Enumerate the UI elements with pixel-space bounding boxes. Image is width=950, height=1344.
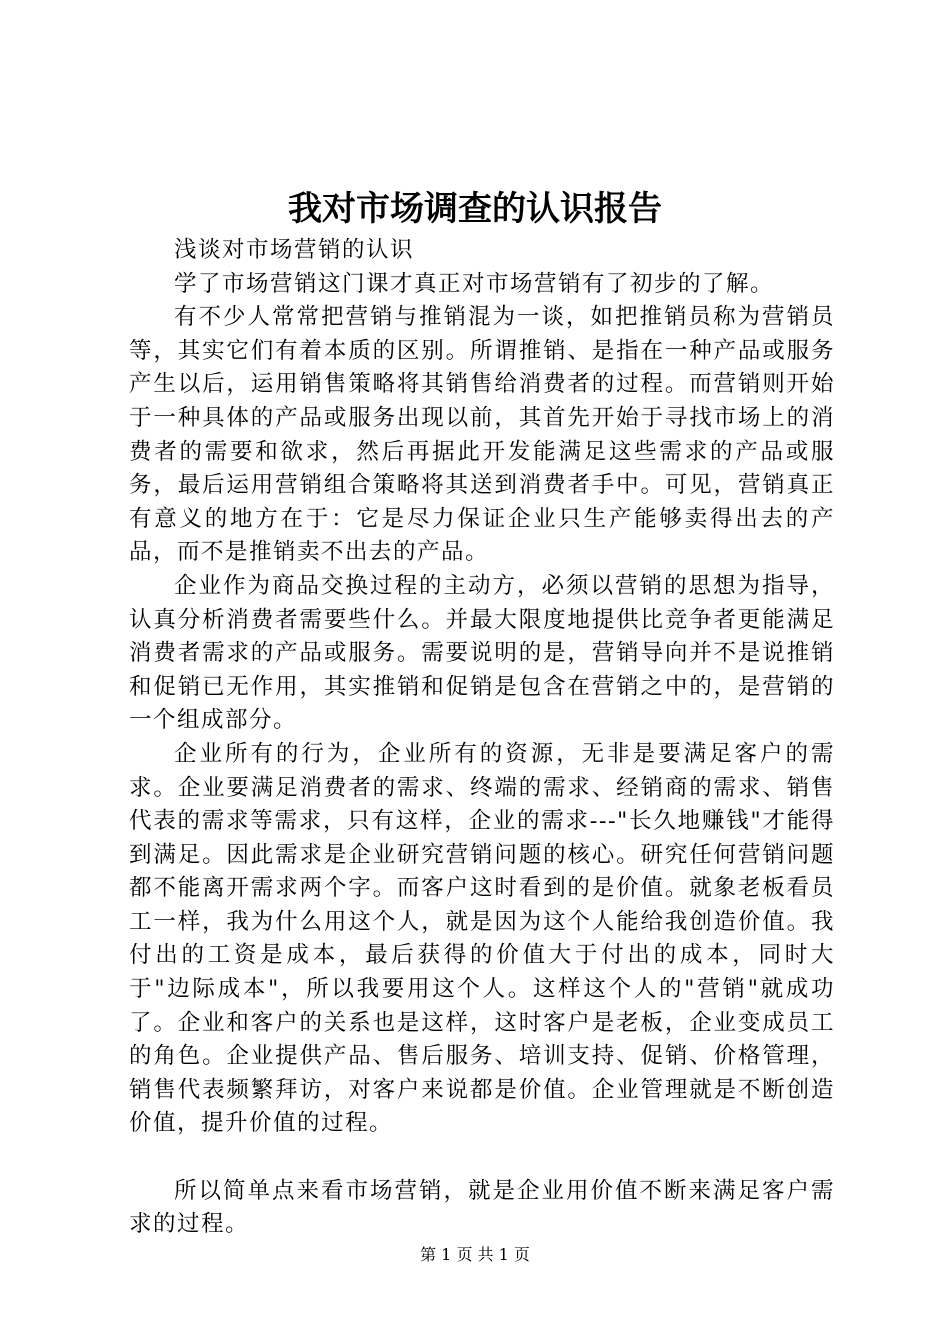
paragraph-intro: 学了市场营销这门课才真正对市场营销有了初步的了解。 [174, 270, 775, 297]
paragraph-customer-needs: 企业所有的行为，企业所有的资源，无非是要满足客户的需求。企业要满足消费者的需求、终端的需求、经销商的需求、销售代表的需求等需求，只有这样，企业的需求---"长久地赚钱"才能得到满足。因此需求是企业研究营销问题的核心。研究任何营销问题都不能离开需求两个字。而客户这时看到的是价值。就象老板看员工一样，我为什么用这个人，就是因为这个人能给我创造价值。我付出的工资是成本，最后获得的价值大于付出的成本，同时大于"边际成本"，所以我要用这个人。这样这个人的"营销"就成功了。企业和客户的关系也是这样，这时客户是老板，企业变成员工的角色。企业提供产品、售后服务、培训支持、促销、价格管理，销售代表频繁拜访，对客户来说都是价值。企业管理就是不断创造价值，提升价值的过程。 [129, 740, 835, 1137]
document-body [129, 234, 835, 1242]
document-title: 我对市场调查的认识报告 [288, 189, 662, 229]
paragraph-enterprise-role: 企业作为商品交换过程的主动方，必须以营销的思想为指导，认真分析消费者需要些什么。并最大限度地提供比竞争者更能满足消费者需求的产品或服务。需要说明的是，营销导向并不是说推销和促销已无作用，其实推销和促销是包含在营销之中的，是营销的一个组成部分。 [129, 572, 835, 734]
paragraph-marketing-vs-selling: 有不少人常常把营销与推销混为一谈，如把推销员称为营销员等，其实它们有着本质的区别。所谓推销、是指在一种产品或服务产生以后，运用销售策略将其销售给消费者的过程。而营销则开始于一种具体的产品或服务出现以前，其首先开始于寻找市场上的消费者的需要和欲求，然后再据此开发能满足这些需求的产品或服务，最后运用营销组合策略将其送到消费者手中。可见，营销真正有意义的地方在于：它是尽力保证企业只生产能够卖得出去的产品，而不是推销卖不出去的产品。 [129, 304, 835, 566]
paragraph-subtitle: 浅谈对市场营销的认识 [174, 237, 415, 263]
paragraph-conclusion: 所以简单点来看市场营销，就是企业用价值不断来满足客户需求的过程。 [129, 1177, 835, 1238]
page-number-footer: 第 1 页 共 1 页 [420, 1245, 530, 1264]
